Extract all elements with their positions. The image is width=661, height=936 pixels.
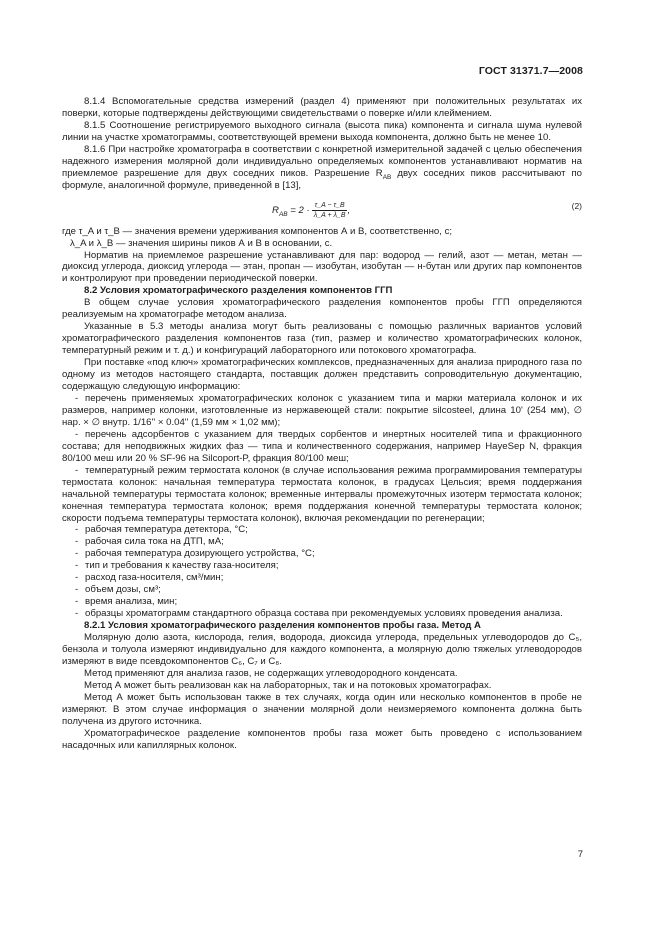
list-item-text: объем дозы, см³; xyxy=(85,584,161,596)
list-item-text: рабочая температура детектора, °С; xyxy=(85,524,248,536)
list-item-text: время анализа, мин; xyxy=(85,596,178,608)
clause-8-1-6-sub: AB xyxy=(382,173,392,181)
list-item-short xyxy=(62,548,582,560)
list-item-text: расход газа-носителя, см³/мин; xyxy=(85,572,224,584)
clause-8-1-6 xyxy=(62,144,582,192)
list-item-text: перечень применяемых хроматографических колонок с указанием типа и марки материала колонок и их размеров, например колонки, изготовленные из нержавеющей стали: покрытие silcosteel, длина 10' (254 мм), ∅ нар. × ∅ внутр. 1/16'' × 0.04'' (1,59 мм × 1,02 мм); xyxy=(62,392,582,428)
formula-fraction xyxy=(312,201,351,220)
list-dash: - xyxy=(75,392,79,404)
formula-tail: , xyxy=(347,204,351,216)
list-item-chromatograms xyxy=(62,608,582,620)
formula-2 xyxy=(62,195,582,225)
section-8-2-1-para-2: Метод применяют для анализа газов, не содержащих углеводородного конденсата. xyxy=(84,667,458,679)
list-dash: - xyxy=(75,596,79,608)
list-dash: - xyxy=(75,524,79,536)
formula-where-2: λ_A и λ_B — значения ширины пиков А и В в основании, с. xyxy=(70,237,333,249)
formula-eq: = 2 · xyxy=(287,204,310,216)
formula-lhs: R xyxy=(272,204,279,216)
list-dash: - xyxy=(75,428,79,440)
clause-8-1-5: 8.1.5 Соотношение регистрируемого выходного сигнала (высота пика) компонента и сигнала шума нулевой линии на участке хроматограммы, соответствующей времени выхода компонента, должно быть не менее 10. xyxy=(62,119,582,143)
formula-where-1: где τ_A и τ_B — значения времени удерживания компонентов А и В, соответственно, с; xyxy=(62,225,453,237)
section-8-2-1-para-3: Метод А может быть реализован как на лабораторных, так и на потоковых хроматографах. xyxy=(84,679,492,691)
section-8-2-para-2: Указанные в 5.3 методы анализа могут быть реализованы с помощью различных вариантов условий хроматографического разделения компонентов газа (тип, размер и количество хроматографических колонок, температурный режим и т. д.) и конфигураций лабораторного или потокового хроматографа. xyxy=(62,321,582,357)
list-dash: - xyxy=(75,464,79,476)
section-8-2-para-1: В общем случае условия хроматографического разделения компонентов пробы ГГП определяются реализуемым на хроматографе методом анализа. xyxy=(62,297,582,321)
formula-number: (2) xyxy=(571,200,582,211)
document-header: ГОСТ 31371.7—2008 xyxy=(478,65,583,77)
section-8-2-1-para-1: Молярную долю азота, кислорода, гелия, водорода, диоксида углерода, предельных углеводородов до С₅, бензола и толуола измеряют индивидуально для каждого компонента, а молярную долю тяжелых углеводородов измеряют в виде псевдокомпонентов С₆, С₇ и С₈. xyxy=(62,632,582,667)
list-item-temperature-mode xyxy=(62,465,582,525)
list-item-short xyxy=(62,536,582,548)
list-item-text: образцы хроматограмм стандартного образца состава при рекомендуемых условиях проведения анализа. xyxy=(85,608,563,620)
resolution-norm-paragraph: Норматив на приемлемое разрешение устанавливают для пар: водород — гелий, азот — метан, метан — диоксид углерода, диоксид углерода — этан, пропан — изобутан, изобутан — н-бутан или других пар компонентов и контролируют при проведении периодической поверки. xyxy=(62,249,582,285)
list-dash: - xyxy=(75,536,79,548)
list-item-columns xyxy=(62,393,582,429)
list-item-text: температурный режим термостата колонок (в случае использования режима программирования температуры термостата колонок: начальная температура термостата колонок, в градусах Цельсия; время поддержания начальной температуры термостата колонок; временные интервалы промежуточных изотерм термостата колонок; конечная температура термостата колонок; время поддержания конечной температуры термостата колонок; скорости подъема температуры термостата колонок), включая рекомендации по регенерации; xyxy=(62,464,582,524)
document-body xyxy=(62,96,582,752)
list-dash: - xyxy=(75,548,79,560)
list-item-short xyxy=(62,524,582,536)
section-8-2-1-para-4: Метод А может быть использован также в тех случаях, когда один или несколько компонентов в пробе не измеряют. В этом случае информация о значении молярной доли неизмеряемого компонента должна быть получена из другого источника. xyxy=(62,691,582,727)
list-dash: - xyxy=(75,584,79,596)
list-item-short xyxy=(62,596,582,608)
list-dash: - xyxy=(75,572,79,584)
section-8-2-para-3: При поставке «под ключ» хроматографических комплексов, предназначенных для анализа природного газа по одному из методов настоящего стандарта, поставщик должен представить сопроводительную документацию, содержащую следующую информацию: xyxy=(62,357,582,393)
section-8-2-heading: 8.2 Условия хроматографического разделения компонентов ГГП xyxy=(84,285,393,297)
clause-8-1-6-text: 8.1.6 При настройке хроматографа в соответствии с конкретной измерительной задачей с целью обеспечения надежного измерения молярной доли индивидуально определяемых компонентов устанавливают норматив на приемлемое разрешение для двух соседних пиков. Разрешение R xyxy=(62,143,582,179)
page-number: 7 xyxy=(577,849,583,860)
list-item-text: тип и требования к качеству газа-носителя; xyxy=(85,560,279,572)
formula-denominator: λ_A + λ_B xyxy=(313,211,346,219)
section-8-2-1-heading: 8.2.1 Условия хроматографического разделения компонентов пробы газа. Метод А xyxy=(84,620,481,632)
formula-lhs-sub: AB xyxy=(278,210,288,218)
list-item-text: перечень адсорбентов с указанием для твердых сорбентов и инертных носителей типа и фракционного состава; для неподвижных жидких фаз — типа и количественного содержания, например HayeSep N, фракция 80/100 меш или 20 % SF-96 на Silcoport-P, фракция 80/100 меш; xyxy=(62,428,582,464)
list-item-text: рабочая сила тока на ДТП, мА; xyxy=(85,536,224,548)
clause-8-1-6-tail: двух соседних пиков рассчитывают по формуле, аналогичной формуле, приведенной в [13], xyxy=(62,167,582,191)
formula-numerator: τ_A − τ_B xyxy=(312,201,348,211)
list-item-short xyxy=(62,584,582,596)
list-item-short xyxy=(62,572,582,584)
list-item-short xyxy=(62,560,582,572)
section-8-2-1-para-5: Хроматографическое разделение компонентов пробы газа может быть проведено с использованием насадочных или капиллярных колонок. xyxy=(62,727,582,751)
list-dash: - xyxy=(75,560,79,572)
clause-8-1-4: 8.1.4 Вспомогательные средства измерений (раздел 4) применяют при положительных результатах их поверки, которые подтверждены действующими свидетельствами о поверке и/или клеймением. xyxy=(62,96,582,119)
list-item-adsorbents xyxy=(62,429,582,465)
formula-expression xyxy=(272,201,350,220)
list-dash: - xyxy=(75,608,79,620)
list-item-text: рабочая температура дозирующего устройства, °С; xyxy=(85,548,315,560)
